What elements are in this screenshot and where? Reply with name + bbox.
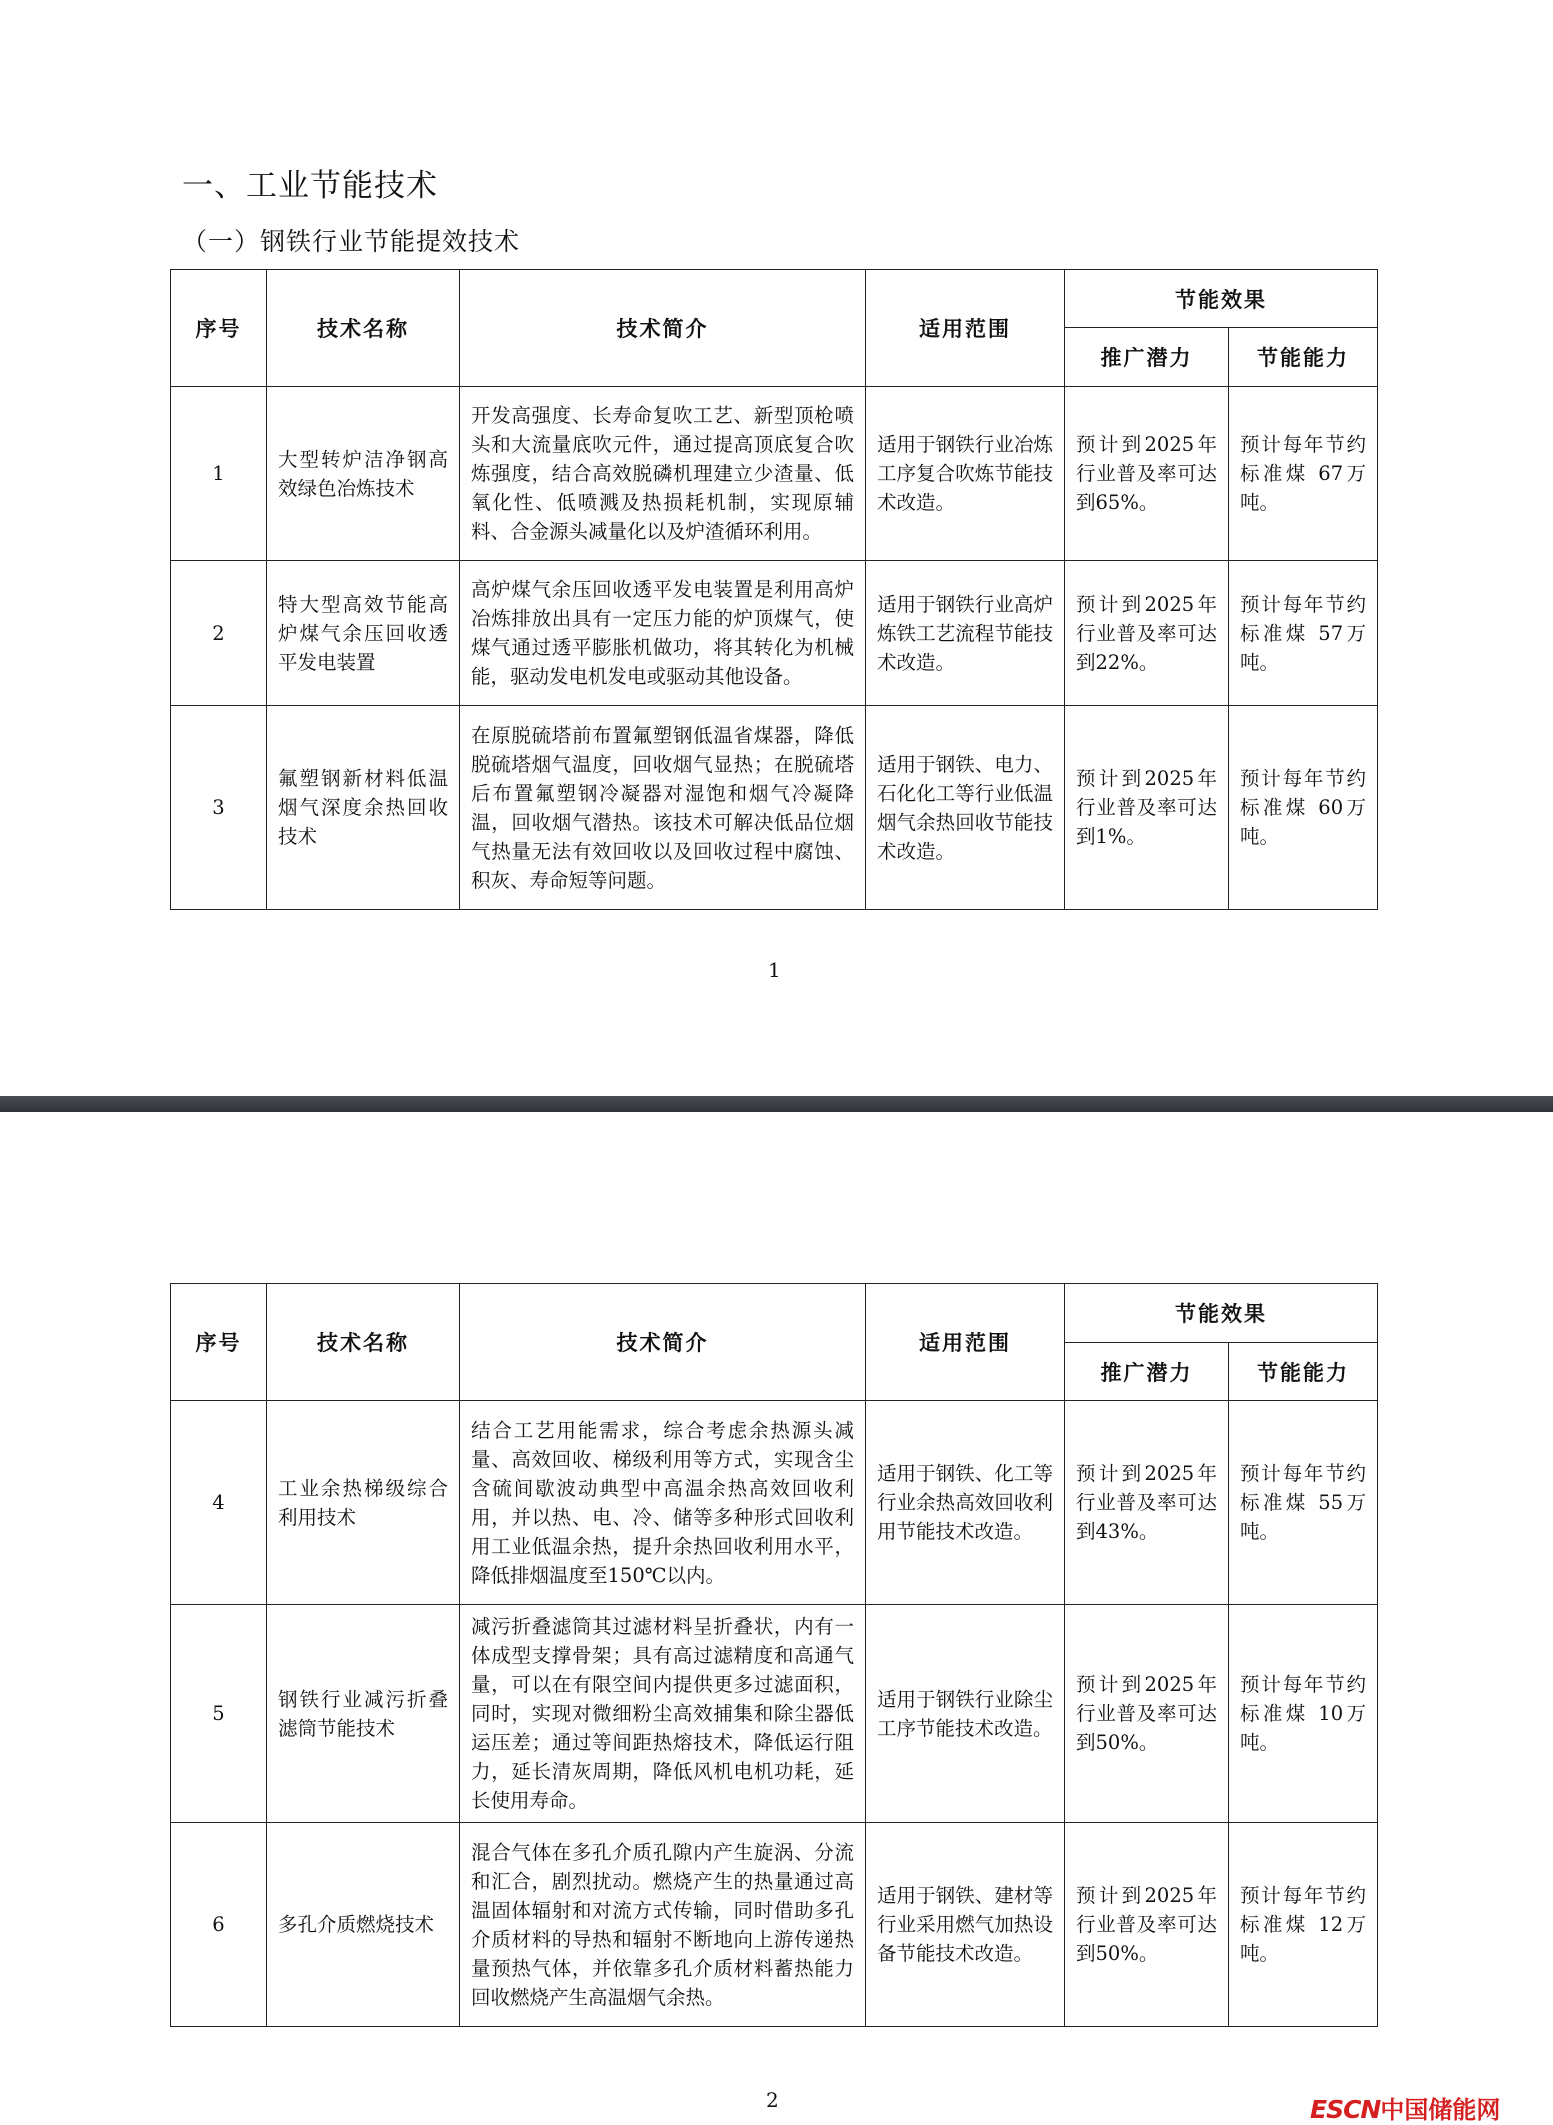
header-scope: 适用范围 — [866, 1284, 1065, 1401]
table-row — [171, 706, 1378, 910]
row-potential: 预计到2025年行业普及率可达到43%。 — [1065, 1401, 1229, 1605]
row-name: 氟塑钢新材料低温烟气深度余热回收技术 — [267, 706, 460, 910]
row-capacity: 预计每年节约标准煤 60万吨。 — [1229, 706, 1378, 910]
row-capacity: 预计每年节约标准煤 10万吨。 — [1229, 1605, 1378, 1823]
document-page-2 — [0, 1112, 1553, 2124]
row-scope: 适用于钢铁、电力、石化化工等行业低温烟气余热回收节能技术改造。 — [866, 706, 1065, 910]
row-intro: 开发高强度、长寿命复吹工艺、新型顶枪喷头和大流量底吹元件，通过提高顶底复合吹炼强度，结合高效脱磷机理建立少渣量、低氧化性、低喷溅及热损耗机制，实现原辅料、合金源头减量化以及炉渣循环利用。 — [460, 387, 866, 561]
row-intro: 混合气体在多孔介质孔隙内产生旋涡、分流和汇合，剧烈扰动。燃烧产生的热量通过高温固体辐射和对流方式传输，同时借助多孔介质材料的导热和辐射不断地向上游传递热量预热气体，并依靠多孔介质材料蓄热能力回收燃烧产生高温烟气余热。 — [460, 1823, 866, 2027]
row-name: 多孔介质燃烧技术 — [267, 1823, 460, 2027]
row-scope: 适用于钢铁、建材等行业采用燃气加热设备节能技术改造。 — [866, 1823, 1065, 2027]
row-scope: 适用于钢铁、化工等行业余热高效回收利用节能技术改造。 — [866, 1401, 1065, 1605]
logo-cn: 中国储能网 — [1380, 2096, 1501, 2124]
header-intro: 技术简介 — [460, 1284, 866, 1401]
row-name: 特大型高效节能高炉煤气余压回收透平发电装置 — [267, 561, 460, 706]
page-separator — [0, 1096, 1553, 1112]
row-seq: 2 — [171, 561, 267, 706]
row-name: 大型转炉洁净钢高效绿色冶炼技术 — [267, 387, 460, 561]
escn-logo — [1310, 2090, 1500, 2125]
row-capacity: 预计每年节约标准煤 55万吨。 — [1229, 1401, 1378, 1605]
section-heading: 一、工业节能技术 — [182, 168, 438, 204]
header-capacity: 节能能力 — [1229, 328, 1378, 387]
row-capacity: 预计每年节约标准煤 57万吨。 — [1229, 561, 1378, 706]
row-potential: 预计到2025年行业普及率可达到50%。 — [1065, 1605, 1229, 1823]
row-name: 工业余热梯级综合利用技术 — [267, 1401, 460, 1605]
row-intro: 结合工艺用能需求，综合考虑余热源头减量、高效回收、梯级利用等方式，实现含尘含硫间歇波动典型中高温余热高效回收利用，并以热、电、冷、储等多种形式回收利用工业低温余热，提升余热回收利用水平，降低排烟温度至150℃以内。 — [460, 1401, 866, 1605]
row-potential: 预计到2025年行业普及率可达到65%。 — [1065, 387, 1229, 561]
row-scope: 适用于钢铁行业冶炼工序复合吹炼节能技术改造。 — [866, 387, 1065, 561]
header-seq: 序号 — [171, 1284, 267, 1401]
row-name: 钢铁行业减污折叠滤筒节能技术 — [267, 1605, 460, 1823]
header-name: 技术名称 — [267, 270, 460, 387]
row-scope: 适用于钢铁行业高炉炼铁工艺流程节能技术改造。 — [866, 561, 1065, 706]
page-number: 2 — [766, 2088, 779, 2112]
row-seq: 6 — [171, 1823, 267, 2027]
table-row — [171, 1401, 1378, 1605]
tech-table-page-2 — [170, 1283, 1378, 2027]
header-name: 技术名称 — [267, 1284, 460, 1401]
header-effect: 节能效果 — [1065, 270, 1378, 328]
row-potential: 预计到2025年行业普及率可达到22%。 — [1065, 561, 1229, 706]
subsection-heading: （一）钢铁行业节能提效技术 — [182, 227, 521, 256]
row-seq: 1 — [171, 387, 267, 561]
row-potential: 预计到2025年行业普及率可达到1%。 — [1065, 706, 1229, 910]
table-row — [171, 1605, 1378, 1823]
page-number: 1 — [768, 958, 781, 982]
row-seq: 3 — [171, 706, 267, 910]
table-row — [171, 387, 1378, 561]
row-potential: 预计到2025年行业普及率可达到50%。 — [1065, 1823, 1229, 2027]
header-seq: 序号 — [171, 270, 267, 387]
row-intro: 减污折叠滤筒其过滤材料呈折叠状，内有一体成型支撑骨架；具有高过滤精度和高通气量，可以在有限空间内提供更多过滤面积，同时，实现对微细粉尘高效捕集和除尘器低运压差；通过等间距热熔技术，降低运行阻力，延长清灰周期，降低风机电机功耗，延长使用寿命。 — [460, 1605, 866, 1823]
header-potential: 推广潜力 — [1065, 1343, 1229, 1401]
logo-en: ESCN — [1310, 2095, 1381, 2124]
row-capacity: 预计每年节约标准煤 67万吨。 — [1229, 387, 1378, 561]
table-row — [171, 561, 1378, 706]
row-seq: 5 — [171, 1605, 267, 1823]
header-intro: 技术简介 — [460, 270, 866, 387]
header-scope: 适用范围 — [866, 270, 1065, 387]
row-scope: 适用于钢铁行业除尘工序节能技术改造。 — [866, 1605, 1065, 1823]
tech-table-page-1 — [170, 269, 1378, 910]
table-row — [171, 1823, 1378, 2027]
row-capacity: 预计每年节约标准煤 12万吨。 — [1229, 1823, 1378, 2027]
row-intro: 高炉煤气余压回收透平发电装置是利用高炉冶炼排放出具有一定压力能的炉顶煤气，使煤气通过透平膨胀机做功，将其转化为机械能，驱动发电机发电或驱动其他设备。 — [460, 561, 866, 706]
row-intro: 在原脱硫塔前布置氟塑钢低温省煤器，降低脱硫塔烟气温度，回收烟气显热；在脱硫塔后布置氟塑钢冷凝器对湿饱和烟气冷凝降温，回收烟气潜热。该技术可解决低品位烟气热量无法有效回收以及回收过程中腐蚀、积灰、寿命短等问题。 — [460, 706, 866, 910]
row-seq: 4 — [171, 1401, 267, 1605]
header-capacity: 节能能力 — [1229, 1343, 1378, 1401]
header-potential: 推广潜力 — [1065, 328, 1229, 387]
header-effect: 节能效果 — [1065, 1284, 1378, 1343]
